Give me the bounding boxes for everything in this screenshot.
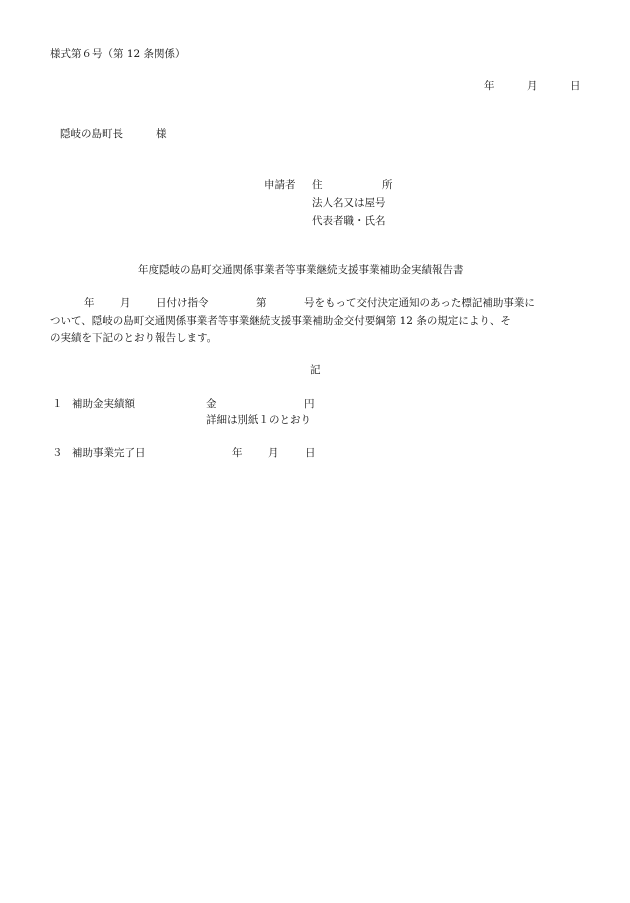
date-day-label: 日	[570, 80, 581, 92]
representative-label: 代表者職・氏名	[312, 215, 386, 227]
ki-heading: 記	[310, 364, 321, 376]
date-year-label: 年	[484, 80, 495, 92]
item1-label: 補助金実績額	[72, 398, 135, 410]
item1-kin: 金	[206, 398, 217, 410]
item1-number: １	[52, 398, 63, 410]
document-title: 年度隠岐の島町交通関係事業者等事業継続支援事業補助金実績報告書	[138, 264, 464, 276]
body-line1-rest: 号をもって交付決定通知のあった標記補助事業に	[304, 297, 535, 309]
applicant-label: 申請者	[264, 179, 296, 191]
addressee-honorific: 様	[156, 128, 167, 140]
body-month: 月	[120, 297, 131, 309]
item3-month: 月	[268, 447, 279, 459]
item1-detail: 詳細は別紙１のとおり	[206, 414, 311, 426]
item3-day: 日	[305, 447, 316, 459]
body-year: 年	[84, 297, 95, 309]
item3-label: 補助事業完了日	[72, 447, 146, 459]
corp-name-label: 法人名又は屋号	[312, 197, 386, 209]
item1-en: 円	[304, 398, 315, 410]
form-number: 様式第６号（第 12 条関係）	[50, 48, 186, 60]
addressee: 隠岐の島町長	[60, 128, 123, 140]
body-line3: の実績を下記のとおり報告します。	[50, 332, 218, 344]
date-month-label: 月	[527, 80, 538, 92]
item3-year: 年	[232, 447, 243, 459]
address-label-a: 住	[312, 179, 323, 191]
body-dai: 第	[256, 297, 267, 309]
item3-number: ３	[52, 447, 63, 459]
body-line2: ついて、隠岐の島町交通関係事業者等事業継続支援事業補助金交付要綱第 12 条の規定により、そ	[50, 315, 511, 327]
body-dated: 日付け指令	[156, 297, 209, 309]
address-label-b: 所	[382, 179, 393, 191]
